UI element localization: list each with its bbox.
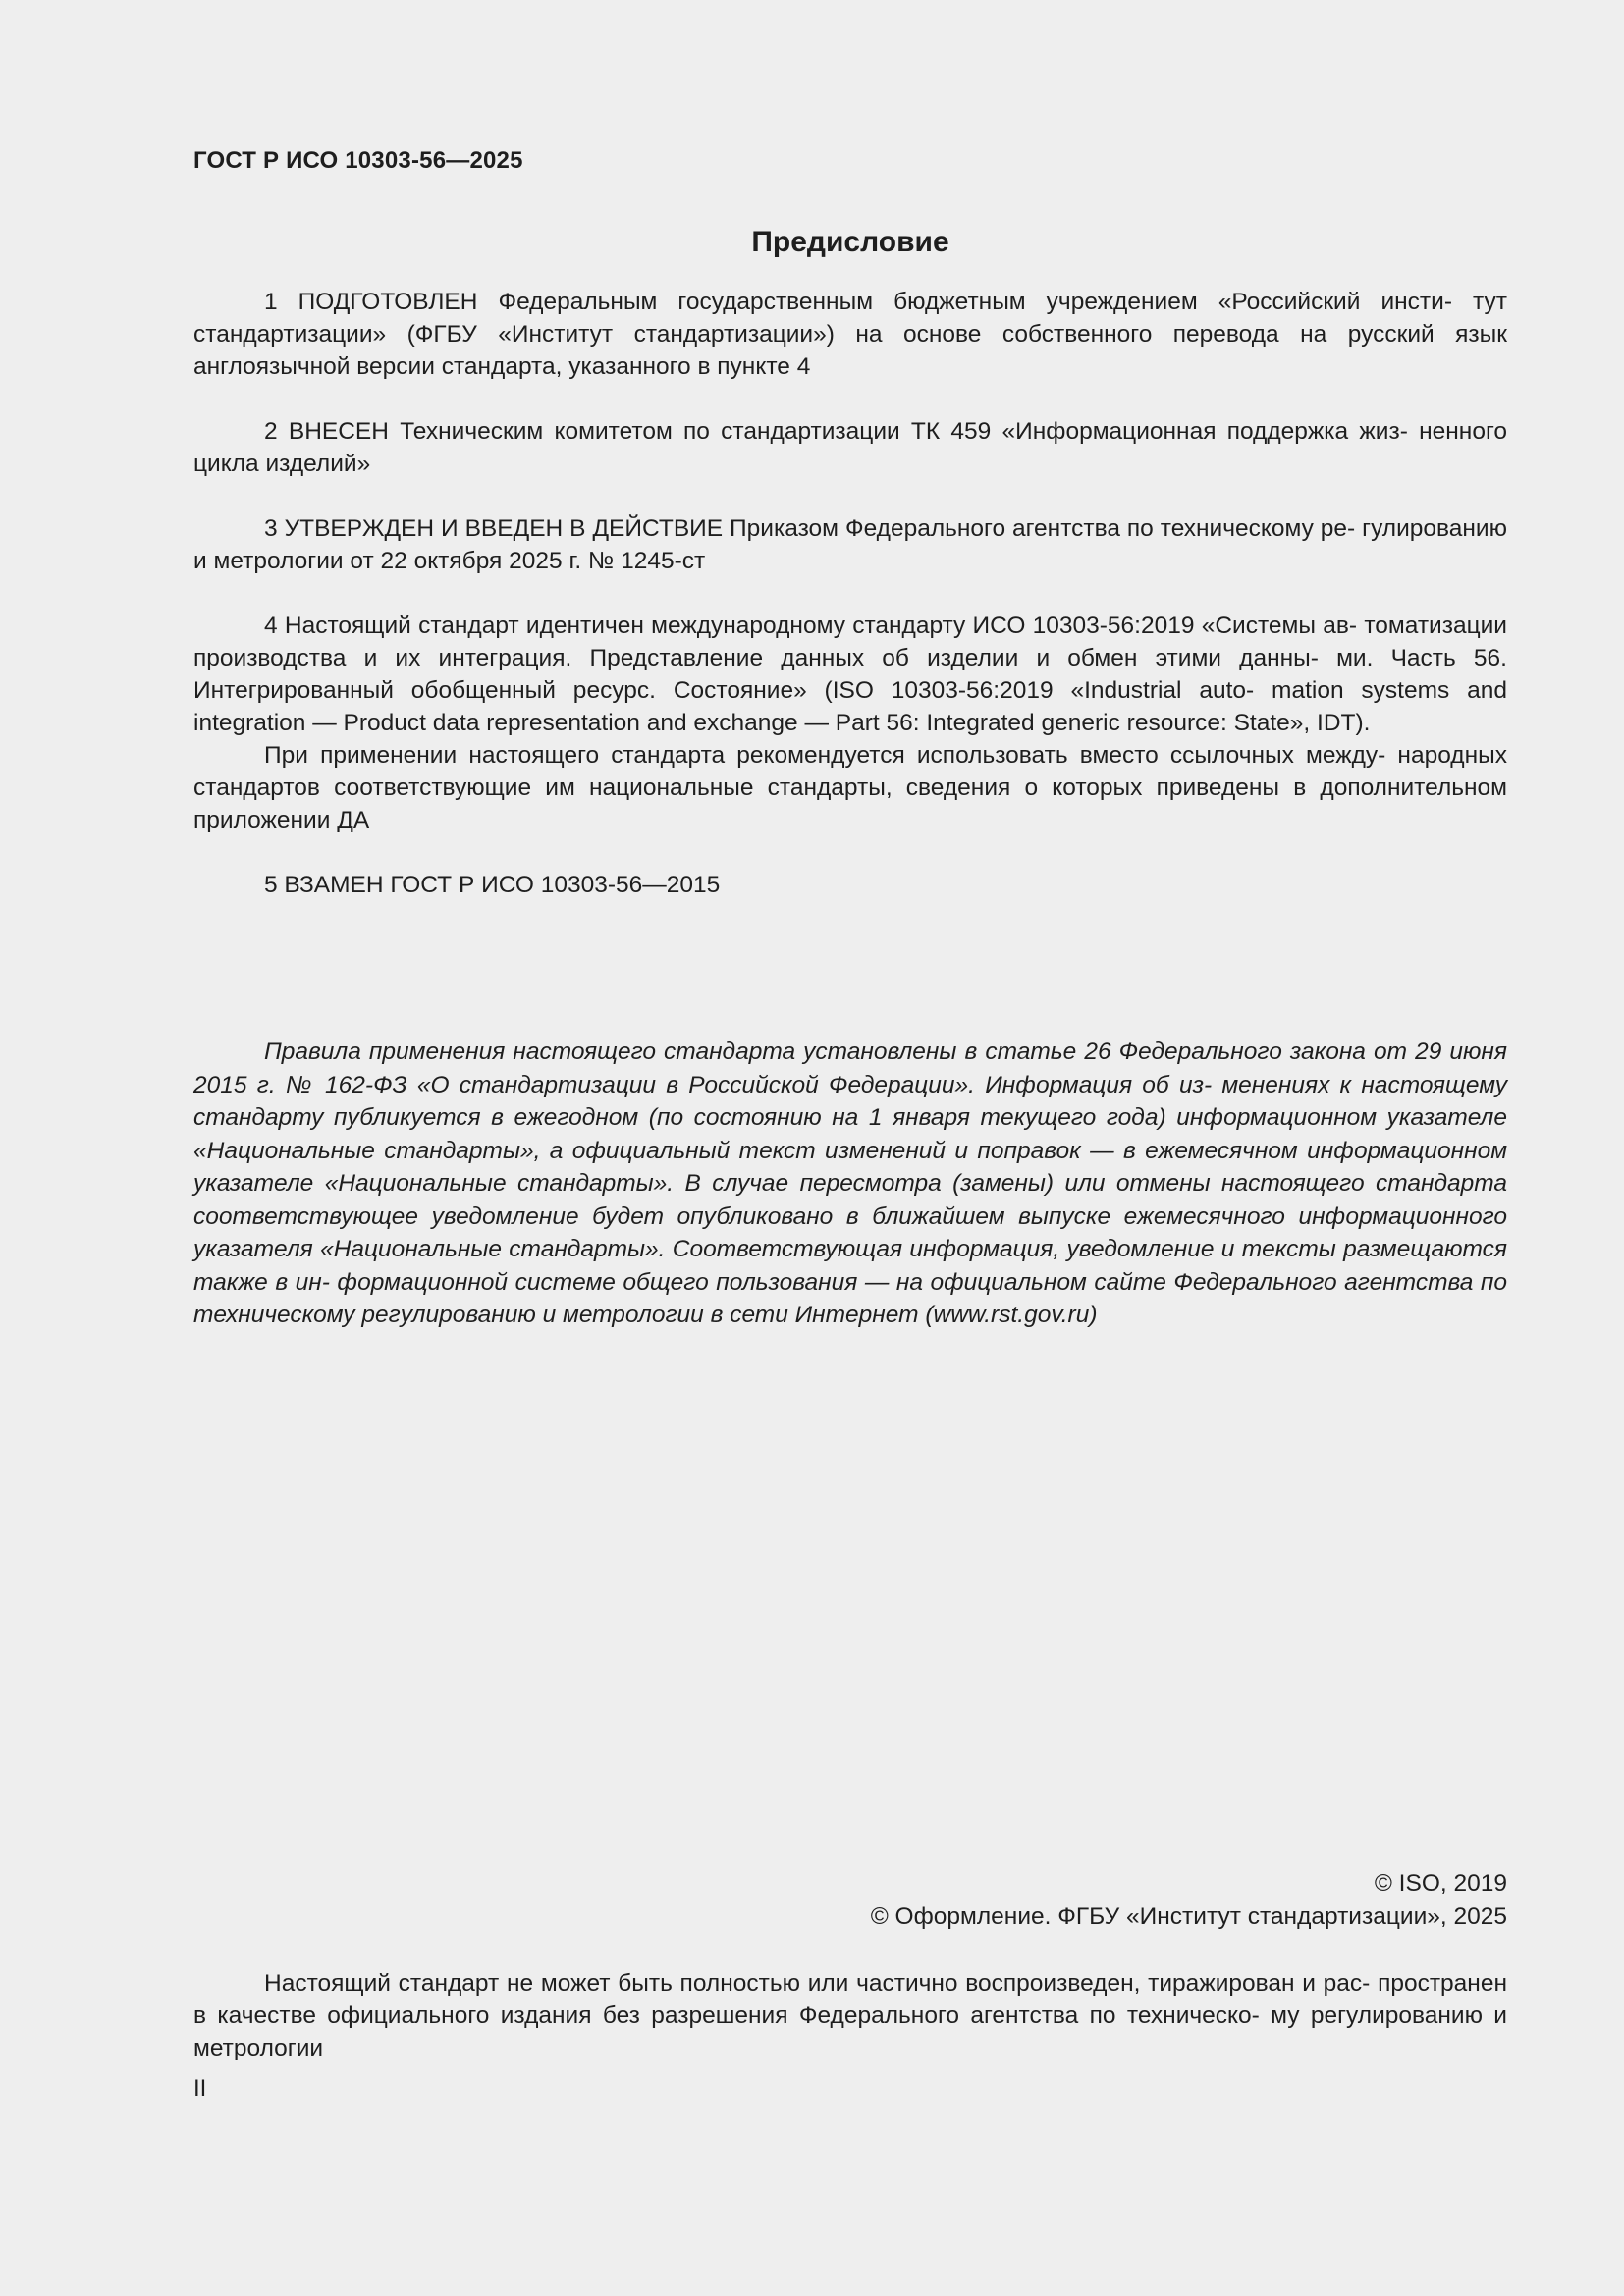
- page-title: Предисловие: [751, 226, 949, 258]
- foreword-item-1: 1 ПОДГОТОВЛЕН Федеральным государственным бюджетным учреждением «Российский инсти- тут стандартизации» (ФГБУ «Институт стандартизации») на основе собственного перевода на русский язык англоязычной версии стандарта, указанного в пункте 4: [193, 289, 1507, 380]
- foreword-item-4: 4 Настоящий стандарт идентичен международному стандарту ИСО 10303-56:2019 «Системы ав- томатизации производства и их интеграция. Представление данных об изделии и обмен этими данны- ми. Часть 56. Интегрированный обобщенный ресурс. Состояние» (ISO 10303-56:2019 «Industrial auto- mation systems and integration — Product data representation and exchange — Part 56: Integrated generic resource: State», IDT).: [193, 613, 1507, 736]
- copyright-iso: © ISO, 2019: [1374, 1870, 1507, 1896]
- document-code-header: ГОСТ Р ИСО 10303-56—2025: [193, 147, 523, 174]
- page-number: II: [193, 2075, 207, 2102]
- foreword-item-3: 3 УТВЕРЖДЕН И ВВЕДЕН В ДЕЙСТВИЕ Приказом Федерального агентства по техническому ре- гулированию и метрологии от 22 октября 2025 г. № 1245-ст: [193, 515, 1507, 574]
- copyright-design: © Оформление. ФГБУ «Институт стандартизации», 2025: [870, 1903, 1507, 1930]
- rights-notice: Настоящий стандарт не может быть полностью или частично воспроизведен, тиражирован и рас- пространен в качестве официального издания без разрешения Федерального агентства по техническо- му регулированию и метрологии: [193, 1970, 1507, 2061]
- foreword-item-4-note: При применении настоящего стандарта рекомендуется использовать вместо ссылочных между- народных стандартов соответствующие им национальные стандарты, сведения о которых приведены в дополнительном приложении ДА: [193, 742, 1507, 833]
- foreword-item-5: 5 ВЗАМЕН ГОСТ Р ИСО 10303-56—2015: [264, 872, 721, 898]
- foreword-items: [193, 286, 1507, 901]
- copyright-block: [193, 1867, 1507, 1934]
- foreword-item-2: 2 ВНЕСЕН Техническим комитетом по стандартизации ТК 459 «Информационная поддержка жиз- ненного цикла изделий»: [193, 418, 1507, 477]
- rules-notice: Правила применения настоящего стандарта установлены в статье 26 Федерального закона от 29 июня 2015 г. № 162-ФЗ «О стандартизации в Российской Федерации». Информация об из- менениях к настоящему стандарту публикуется в ежегодном (по состоянию на 1 января текущего года) информационном указателе «Национальные стандарты», а официальный текст изменений и поправок — в ежемесячном информационном указателе «Национальные стандарты». В случае пересмотра (замены) или отмены настоящего стандарта соответствующее уведомление будет опубликовано в ближайшем выпуске ежемесячного информационного указателя «Национальные стандарты». Соответствующая информация, уведомление и тексты размещаются также в ин- формационной системе общего пользования — на официальном сайте Федерального агентства по техническому регулированию и метрологии в сети Интернет (www.rst.gov.ru): [193, 1039, 1507, 1328]
